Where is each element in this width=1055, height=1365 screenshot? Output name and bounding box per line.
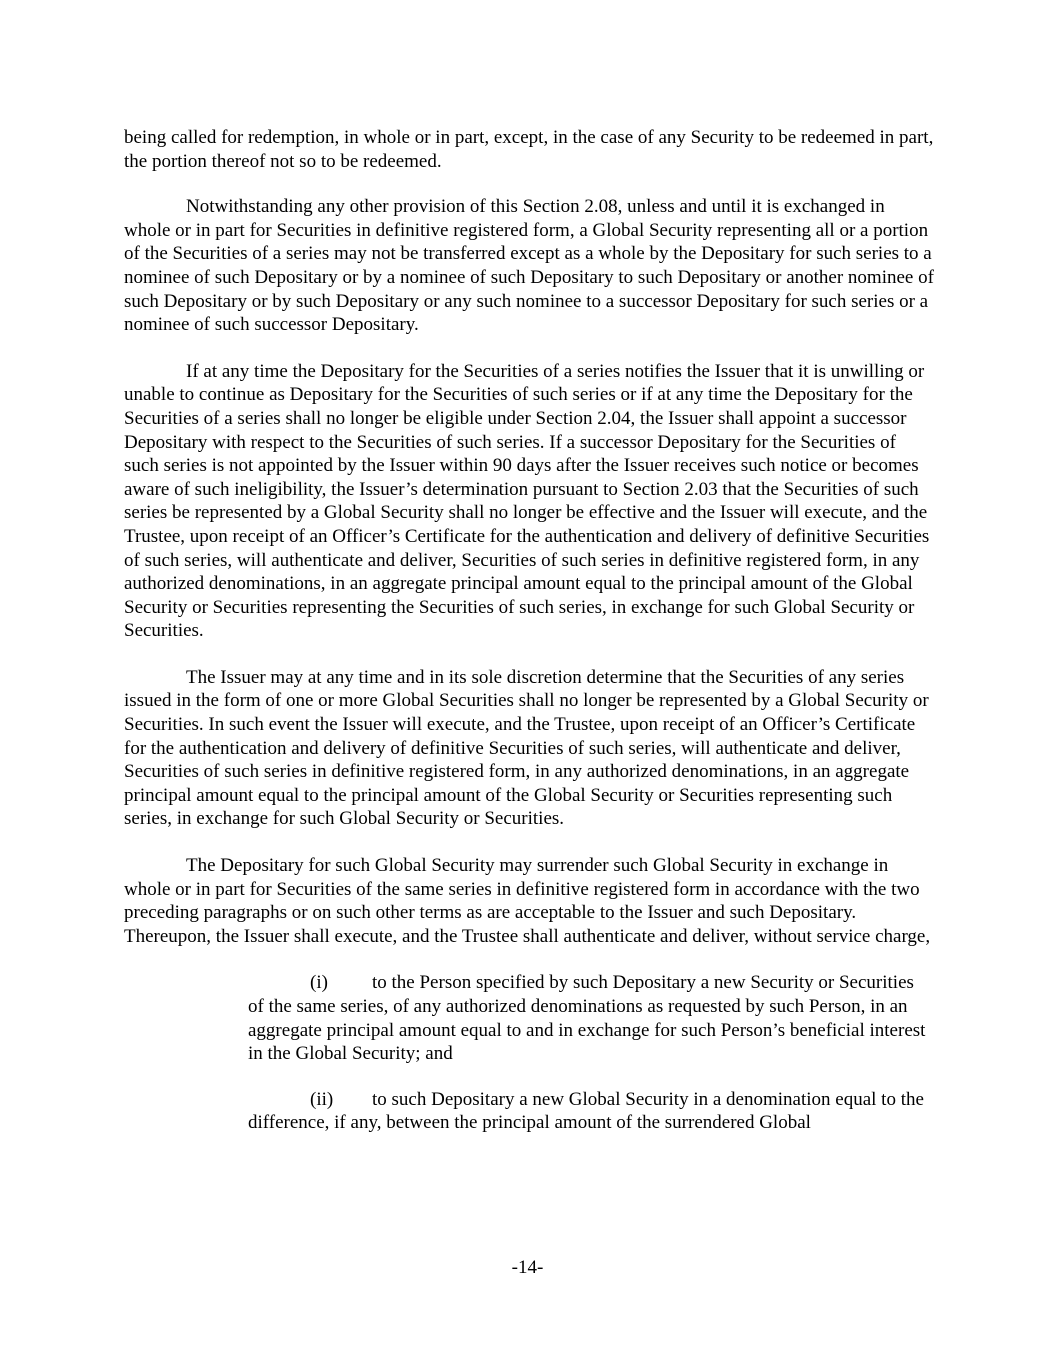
clause-i <box>248 971 934 1065</box>
paragraph-continuation: being called for redemption, in whole or in part, except, in the case of any Security to be redeemed in part, the portion thereof not so to be redeemed. <box>124 127 934 172</box>
page-number: -14- <box>511 1257 544 1278</box>
clause-number: (ii) <box>310 1088 334 1110</box>
paragraph-issuer-discretion: The Issuer may at any time and in its sole discretion determine that the Securities of any series issued in the form of one or more Global Securities shall no longer be represented by a Global Security or Securities. In such event the Issuer will execute, and the Trustee, upon receipt of an Officer’s Certificate for the authentication and delivery of definitive Securities of such series, will authenticate and deliver, Securities of such series in definitive registered form, in any authorized denominations, in an aggregate principal amount equal to the principal amount of the Global Security or Securities representing such series, in exchange for such Global Security or Securities. <box>124 666 929 830</box>
clause-text: to such Depositary a new Global Security in a denomination equal to the difference, if any, between the principal amount of the surrendered Global <box>248 1088 924 1134</box>
clause-text: to the Person specified by such Depositary a new Security or Securities of the same series, of any authorized denominations as requested by such Person, in an aggregate principal amount equal to and in exchange for such Person’s beneficial interest in the Global Security; and <box>248 972 926 1065</box>
paragraph-depositary-unwilling: If at any time the Depositary for the Securities of a series notifies the Issuer that it is unwilling or unable to continue as Depositary for the Securities of such series or if at any time the Depositary for the Securities of a series shall no longer be eligible under Section 2.04, the Issuer shall appoint a successor Depositary with respect to the Securities of such series. If a successor Depositary for the Securities of such series is not appointed by the Issuer within 90 days after the Issuer receives such notice or becomes aware of such ineligibility, the Issuer’s determination pursuant to Section 2.03 that the Securities of such series be represented by a Global Security shall no longer be effective and the Issuer will execute, and the Trustee, upon receipt of an Officer’s Certificate for the authentication and delivery of definitive Securities of such series, will authenticate and deliver, Securities of such series in definitive registered form, in any authorized denominations, in an aggregate principal amount equal to the principal amount of the Global Security or Securities representing the Securities of such series, in exchange for such Global Security or Securities. <box>124 360 930 642</box>
clause-number: (i) <box>310 972 328 994</box>
paragraph-depositary-surrender: The Depositary for such Global Security may surrender such Global Security in exchange in whole or in part for Securities of the same series in definitive registered form in accordance with the two preceding paragraphs or on such other terms as are acceptable to the Issuer and such Depositary. Thereupon, the Issuer shall execute, and the Trustee shall authenticate and deliver, without service charge, <box>124 855 931 947</box>
document-body <box>124 126 934 1157</box>
clause-ii <box>248 1088 934 1135</box>
paragraph-global-security-transfer: Notwithstanding any other provision of this Section 2.08, unless and until it is exchanged in whole or in part for Securities in definitive registered form, a Global Security representing all or a portion of the Securities of a series may not be transferred except as a whole by the Depositary for such series to a nominee of such Depositary or by a nominee of such Depositary to such Depositary or another nominee of such Depositary or by such Depositary or any such nominee to a successor Depositary for such series or a nominee of such successor Depositary. <box>124 196 934 336</box>
